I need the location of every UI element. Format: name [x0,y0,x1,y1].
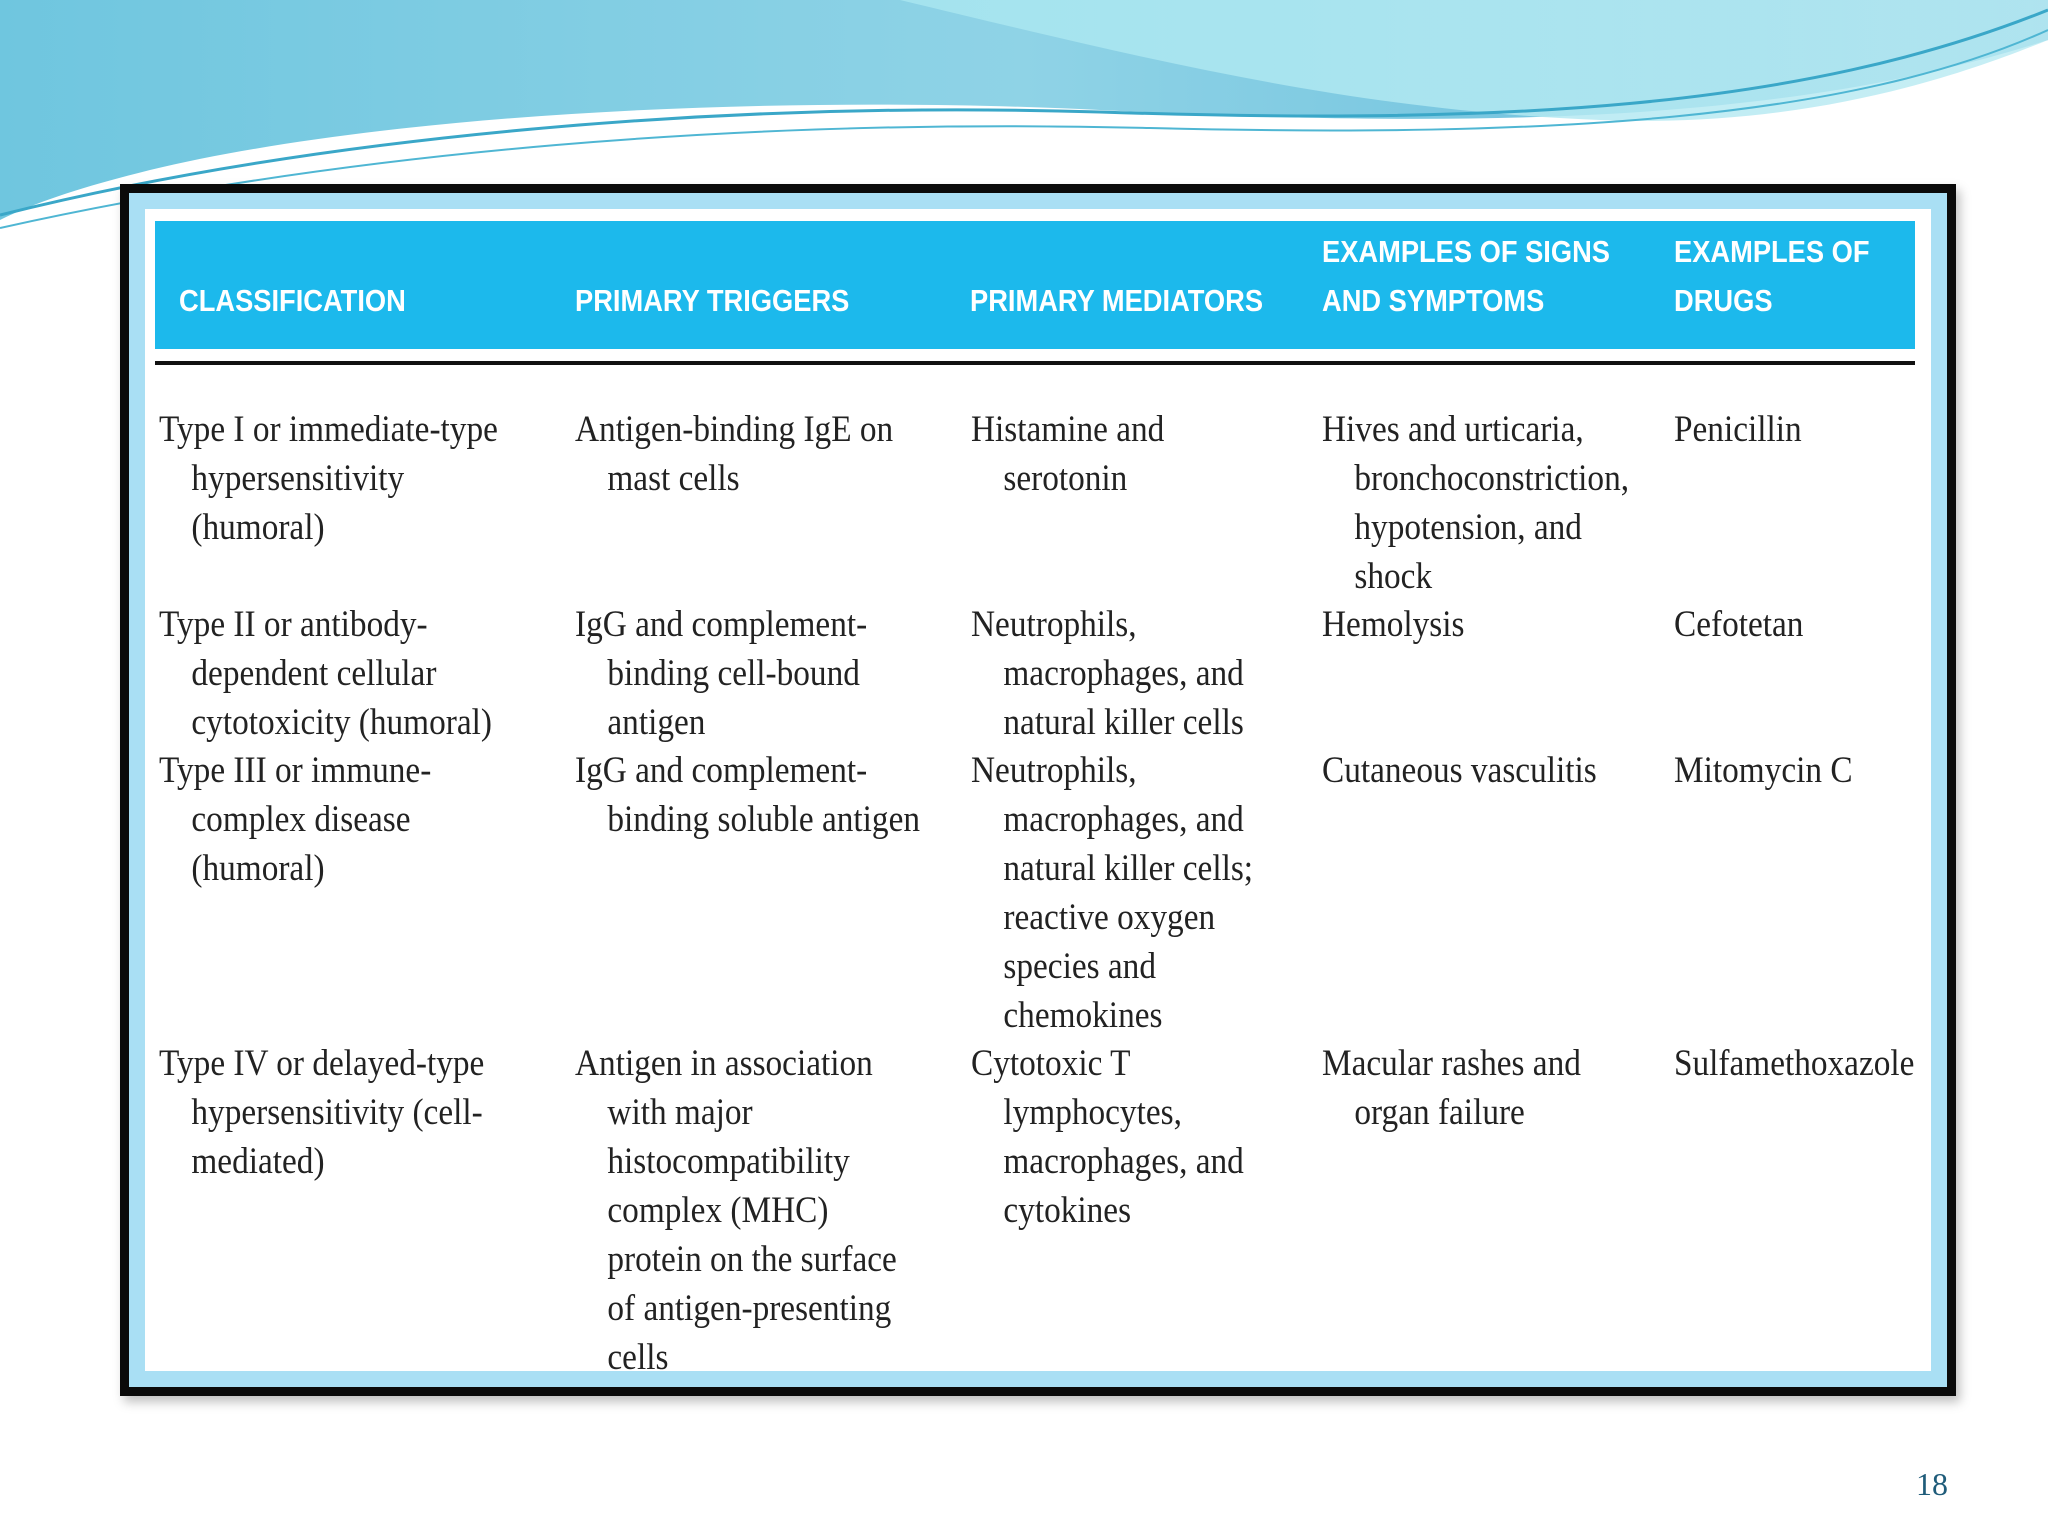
row-3-mediators [971,746,1253,1040]
cell-line: organ failure [1354,1092,1525,1133]
cell-line: Hemolysis [1322,604,1465,645]
header-primary-mediators [970,276,1263,325]
cell-line: cytotoxicity (humoral) [191,702,492,743]
row-1-triggers [575,405,893,503]
row-1-mediators [971,405,1164,503]
cell-line: IgG and complement- [575,604,868,645]
header-rule [155,361,1915,365]
cell-line: Hives and urticaria, [1322,409,1584,450]
row-3-signs [1322,746,1597,795]
row-4-signs [1322,1039,1581,1137]
row-3-drugs [1674,746,1853,795]
cell-line: complex disease [191,799,411,840]
header-primary-triggers [575,276,849,325]
cell-line: cells [607,1337,669,1378]
cell-line: Type III or immune- [159,750,432,791]
cell-line: bronchoconstriction, [1354,458,1630,499]
row-4-classification [159,1039,484,1186]
header-signs-line-2: AND SYMPTOMS [1322,283,1545,318]
cell-line: complex (MHC) [607,1190,829,1231]
cell-line: mediated) [191,1141,325,1182]
row-3-classification [159,746,431,893]
row-4-mediators [971,1039,1244,1235]
cell-line: lymphocytes, [1003,1092,1182,1133]
cell-line: Macular rashes and [1322,1043,1581,1084]
cell-line: protein on the surface [607,1239,897,1280]
header-drugs-line-1: EXAMPLES OF [1674,234,1870,269]
cell-line: species and [1003,946,1156,987]
cell-line: Cefotetan [1674,604,1804,645]
cell-line: hypersensitivity [191,458,405,499]
row-4-triggers [575,1039,897,1382]
cell-line: dependent cellular [191,653,437,694]
header-signs-symptoms [1322,227,1610,325]
cell-line: mast cells [607,458,740,499]
cell-line: histocompatibility [607,1141,850,1182]
cell-line: Type II or antibody- [159,604,428,645]
cell-line: Antigen in association [575,1043,873,1084]
header-mediators-line: PRIMARY MEDIATORS [970,283,1264,318]
cell-line: hypotension, and [1354,507,1582,548]
row-2-drugs [1674,600,1803,649]
row-3-triggers [575,746,920,844]
cell-line: hypersensitivity (cell- [191,1092,483,1133]
cell-line: Cutaneous vasculitis [1322,750,1597,791]
cell-line: IgG and complement- [575,750,868,791]
row-2-mediators [971,600,1244,747]
cell-line: (humoral) [191,507,325,548]
row-1-signs [1322,405,1629,601]
row-2-signs [1322,600,1464,649]
table-panel [145,209,1931,1378]
cell-line: Neutrophils, [971,750,1137,791]
cell-line: Type I or immediate-type [159,409,498,450]
table-frame [120,184,1956,1396]
cell-line: with major [607,1092,753,1133]
cell-line: macrophages, and [1003,653,1244,694]
row-2-triggers [575,600,867,747]
table-header [155,221,1915,349]
cell-line: Penicillin [1674,409,1802,450]
row-2-classification [159,600,492,747]
header-drugs [1674,227,1870,325]
cell-line: macrophages, and [1003,799,1244,840]
cell-line: chemokines [1003,995,1163,1036]
cell-line: natural killer cells [1003,702,1244,743]
cell-line: Cytotoxic T [971,1043,1131,1084]
cell-line: Type IV or delayed-type [159,1043,485,1084]
cell-line: Histamine and [971,409,1165,450]
cell-line: Mitomycin C [1674,750,1853,791]
cell-line: (humoral) [191,848,325,889]
row-1-drugs [1674,405,1802,454]
cell-line: macrophages, and [1003,1141,1244,1182]
header-triggers-line: PRIMARY TRIGGERS [575,283,850,318]
cell-line: cytokines [1003,1190,1132,1231]
cell-line: antigen [607,702,706,743]
cell-line: binding cell-bound [607,653,860,694]
header-classification-line: CLASSIFICATION [179,283,406,318]
header-classification [179,276,406,325]
cell-line: of antigen-presenting [607,1288,892,1329]
cell-line: binding soluble antigen [607,799,921,840]
header-signs-line-1: EXAMPLES OF SIGNS [1322,234,1611,269]
cell-line: Antigen-binding IgE on [575,409,894,450]
cell-line: natural killer cells; [1003,848,1254,889]
cell-line: Neutrophils, [971,604,1137,645]
cell-line: shock [1354,556,1433,597]
row-1-classification [159,405,498,552]
cell-line: reactive oxygen [1003,897,1216,938]
cell-line: Sulfamethoxazole [1674,1043,1915,1084]
header-drugs-line-2: DRUGS [1674,283,1773,318]
cell-line: serotonin [1003,458,1128,499]
page-number: 18 [1916,1466,1948,1502]
row-4-drugs [1674,1039,1914,1088]
